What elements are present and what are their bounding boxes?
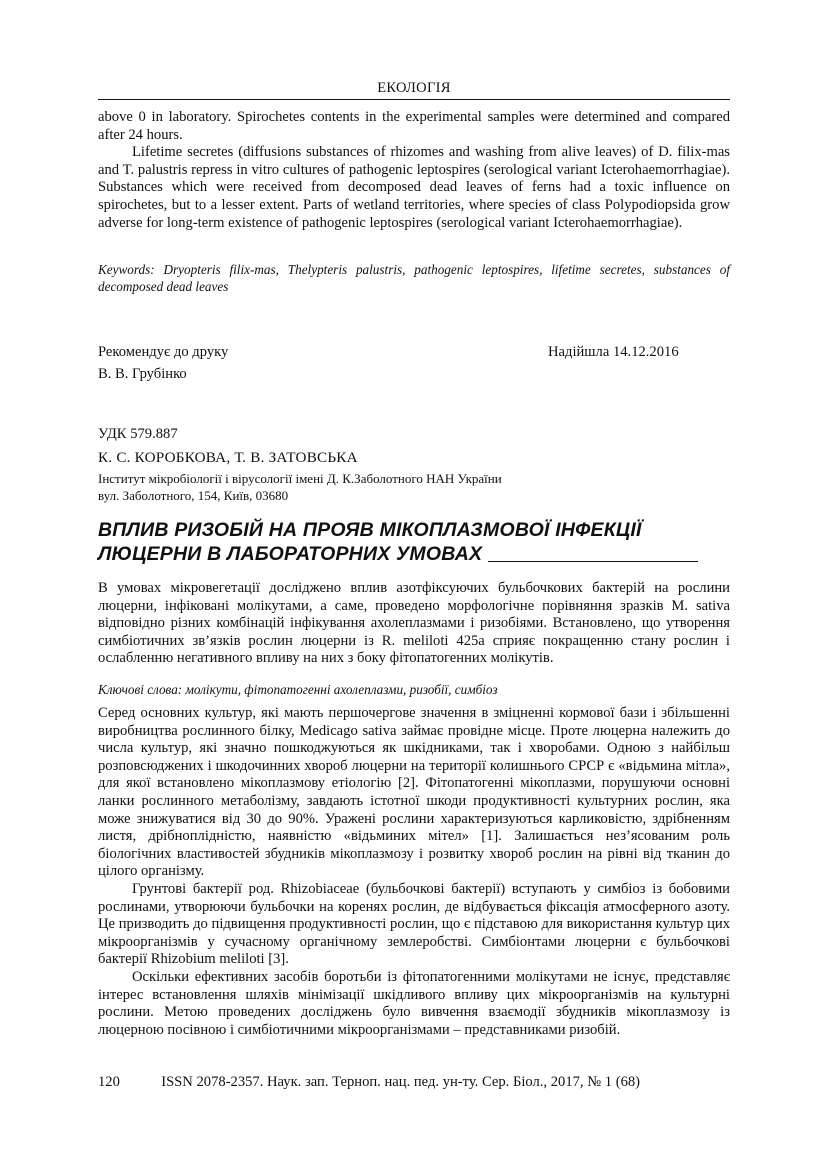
page-number: 120: [98, 1074, 120, 1090]
english-abstract-p1: above 0 in laboratory. Spirochetes contents in the experimental samples were determined and compared after 24 hours.: [98, 109, 730, 143]
page-footer: [98, 1074, 730, 1091]
udc-code: УДК 579.887: [98, 426, 178, 442]
english-abstract: [98, 109, 730, 232]
title-line-2: ЛЮЦЕРНИ В ЛАБОРАТОРНИХ УМОВАХ: [98, 543, 483, 565]
affiliation: Інститут мікробіології і вірусології імені Д. К.Заболотного НАН України: [98, 471, 502, 486]
article-abstract: [98, 580, 730, 668]
received-date: Надійшла 14.12.2016: [548, 344, 679, 360]
journal-citation: ISSN 2078-2357. Наук. зап. Терноп. нац. пед. ун-ту. Сер. Біол., 2017, № 1 (68): [161, 1074, 641, 1090]
english-keywords: Keywords: Dryopteris filix-mas, Thelypteris palustris, pathogenic leptospires, lifetime secretes, substances of decomposed dead leaves: [98, 262, 730, 294]
running-header: ЕКОЛОГІЯ: [377, 80, 451, 96]
body-paragraph-1: Серед основних культур, які мають першочергове значення в зміцненні кормової бази і збільшенні виробництва рослинного білку, Medicago sativa займає провідне місце. Проте люцерна належить до числа культур, які значно пошкоджуються як шкідниками, так і хворобами. Одною з найбільш розповсюджених і шкодочинних хвороб люцерни на території колишнього СРСР є «відьмина мітла», для якої встановлено мікоплазмову етіологію [2]. Фітопатогенні мікоплазми, порушуючи основні ланки рослинного метаболізму, завдають істотної шкоди продуктивності культурних рослин, яка може знижуватися від 30 до 90%. Уражені рослини характеризуються карликовістю, здрібненням листя, дрібноплідністю, наявністю «відьминих мітел» [1]. Залишається нез’ясованим роль біологічних властивостей збудників мікоплазмозу і розвитку хвороб рослин на рівні від тканин до цілого організму.: [98, 705, 730, 880]
title-line-1: ВПЛИВ РИЗОБІЙ НА ПРОЯВ МІКОПЛАЗМОВОЇ ІНФЕКЦІЇ: [98, 519, 642, 541]
article-body: [98, 705, 730, 1039]
address: вул. Заболотного, 154, Київ, 03680: [98, 488, 289, 503]
article-keywords: Ключові слова: молікути, фітопатогенні ахолеплазми, ризобії, симбіоз: [98, 682, 498, 697]
article-abstract-text: В умовах мікровегетації досліджено вплив азотфіксуючих бульбочкових бактерій на рослини люцерни, інфіковані молікутами, а саме, проведено морфологічне порівняння зразків M. sativa відповідно різних комбінацій інфікування ахолеплазмами і ризобіями. Встановлено, що утворення симбіотичних зв’язків рослин люцерни із R. meliloti 425a сприяє покращенню стану рослин і ослабленню негативного впливу на них з боку фітопатогенних молікутів.: [98, 580, 730, 667]
article-title: [98, 518, 730, 566]
title-underline: [488, 561, 698, 562]
authors: К. С. КОРОБКОВА, Т. В. ЗАТОВСЬКА: [98, 449, 358, 466]
english-abstract-p2: Lifetime secretes (diffusions substances of rhizomes and washing from alive leaves) of D. filix-mas and T. palustris repress in vitro cultures of pathogenic leptospires (serological variant Icterohaemorrhagiae). Substances which were received from decomposed dead leaves of ferns had a toxic influence on spirochetes, but to a lesser extent. Parts of wetland territories, where species of class Polypodiopsida grow adverse for long-term existence of pathogenic leptospires (serological variant Icterohaemorrhagiae).: [98, 144, 730, 231]
body-paragraph-3: Оскільки ефективних засобів боротьби із фітопатогенними молікутами не існує, представляє інтерес встановлення шляхів мінімізації шкідливого впливу цих мікроорганізмів на культурні рослини. Метою проведених досліджень було вивчення взаємодії збудників мікоплазмозу із люцерною посівною і симбіотичними мікроорганізмами – представниками ризобій.: [98, 968, 730, 1038]
recommend-line1: Рекомендує до друку: [98, 344, 229, 360]
header-rule: [98, 99, 730, 100]
recommend-line2: В. В. Грубінко: [98, 366, 187, 382]
body-paragraph-2: Грунтові бактерії род. Rhizobiaceae (бульбочкові бактерії) вступають у симбіоз із бобовими рослинами, утворюючи бульбочки на коренях рослин, де відбувається фіксація атмосферного азоту. Це призводить до підвищення продуктивності рослин, що є підставою для використання культур цих мікроорганізмів у сучасному органічному землеробстві. Симбіонтами люцерни є бульбочкові бактерії Rhizobium meliloti [3].: [98, 880, 730, 968]
